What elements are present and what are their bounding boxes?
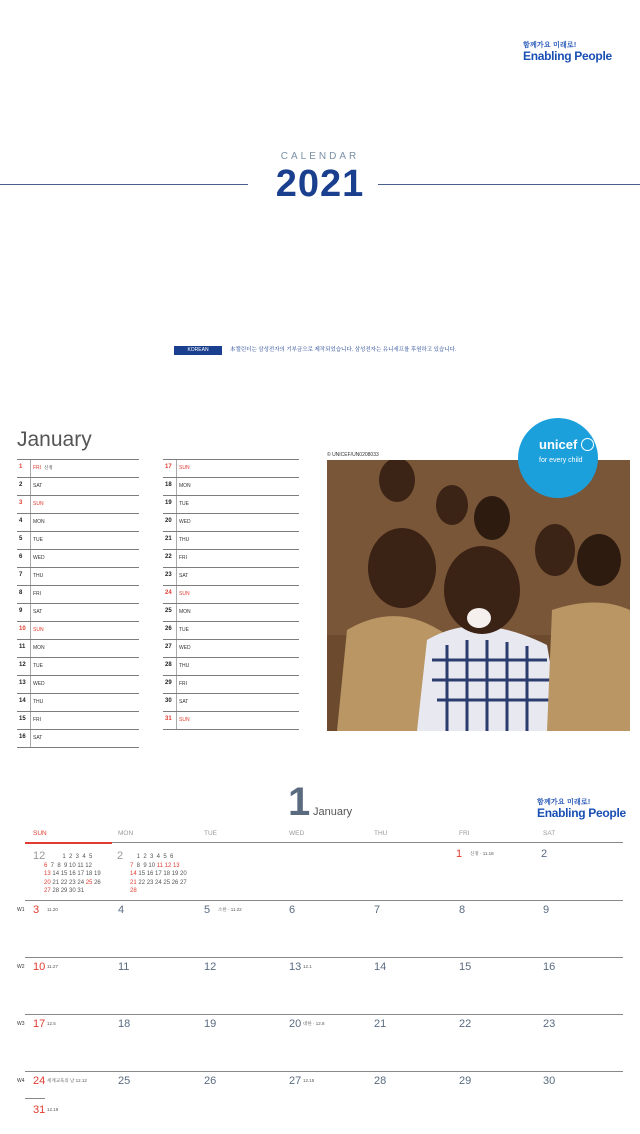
weekday-label: WED [33,555,45,561]
row-divider [176,532,177,549]
day-list-row [17,459,139,477]
list-end-rule [17,747,139,748]
weekday-label: SUN [179,717,190,723]
day-cell: 29 [459,1075,472,1087]
unicef-globe-icon [581,438,594,451]
brand-name-small: Enabling People [537,806,626,820]
day-list-row [163,675,299,693]
week-label: W4 [17,1078,25,1084]
day-note: 12.15 [303,1078,315,1083]
day-number: 20 [165,518,172,524]
day-cell: 6 [289,904,296,916]
day-number: 31 [165,716,172,722]
list-end-rule [163,729,299,730]
day-list-right [163,459,299,730]
mini-calendar-dec: 1 2 3 4 5 6 7 8 9 10 11 12 13 14 15 16 17 18 19 20 21 22 23 24 25 26 27 28 29 30 31 [44,854,101,894]
day-list-row [163,585,299,603]
week-line [25,957,623,958]
day-list-row [17,585,139,603]
day-cell: 24 [33,1075,46,1087]
korean-badge: KOREAN [174,346,222,355]
day-1-note: 신정 · 11.18 [470,851,494,856]
brand-tagline-small: 함께가요 미래로! [537,799,591,806]
day-cell: 28 [374,1075,387,1087]
day-number: 29 [165,680,172,686]
day-number: 8 [19,590,23,596]
weekday-label: SUN [179,591,190,597]
weekday-label: SAT [33,609,43,615]
row-divider [30,658,31,675]
week-line [25,900,623,901]
photo-credit: © UNICEF/UN0208033 [327,452,379,458]
row-divider [176,496,177,513]
day-cell: 5 [204,904,211,916]
day-cell: 25 [118,1075,131,1087]
sunday-underline [25,842,112,844]
month-title: January [17,428,92,451]
weekday-label: MON [179,483,191,489]
day-list-row [17,639,139,657]
unicef-badge [518,418,598,498]
weekday-label: SAT [179,573,189,579]
enabling-people-logo [523,40,612,63]
day-note: 12.1 [303,964,312,969]
row-divider [30,550,31,567]
day-list-row [17,711,139,729]
day-list-row [163,459,299,477]
header-line [25,842,623,843]
weekday-label: MON [179,609,191,615]
row-divider [176,622,177,639]
row-divider [30,514,31,531]
month-number: 1 [288,780,311,824]
day-cell: 14 [374,961,387,973]
month-name: January [313,806,353,818]
day-list-row [163,477,299,495]
day-list-row [163,567,299,585]
weekday-label: SAT [33,735,43,741]
day-number: 19 [165,500,172,506]
day-number: 18 [165,482,172,488]
day-list-row [17,495,139,513]
day-note: 세계교육의 날 12.12 [47,1078,87,1083]
row-divider [30,622,31,639]
day-note: 대한 · 12.8 [303,1021,325,1026]
weekday-header: THU [374,830,388,837]
day-cell: 31 [33,1104,46,1116]
day-cell: 4 [118,904,125,916]
row-divider [30,532,31,549]
brand-tagline: 함께가요 미래로! [523,42,577,49]
weekday-label: SUN [179,465,190,471]
day-note: 소한 · 11.22 [218,907,242,912]
day-list-row [163,513,299,531]
row-divider [176,640,177,657]
weekday-label: WED [179,645,191,651]
weekday-label: SAT [33,483,43,489]
weekday-label: WED [33,681,45,687]
row-divider [176,478,177,495]
last-week-line [25,1098,45,1099]
day-cell: 19 [204,1018,217,1030]
day-list-row [17,603,139,621]
row-divider [30,694,31,711]
weekday-label: THU [179,663,190,669]
enabling-people-logo-small [537,797,626,820]
title-rule-left [0,184,248,185]
day-number: 14 [19,698,26,704]
day-cell: 13 [289,961,302,973]
weekday-label: MON [33,519,45,525]
row-divider [30,640,31,657]
day-cell: 3 [33,904,40,916]
day-number: 9 [19,608,23,614]
weekday-label: MON [33,645,45,651]
day-number: 23 [165,572,172,578]
day-number: 22 [165,554,172,560]
weekday-label: TUE [33,663,43,669]
calendar-label: CALENDAR [280,151,360,162]
day-list-left [17,459,139,748]
day-note: 12.19 [47,1107,59,1112]
row-divider [176,568,177,585]
day-list-row [17,657,139,675]
week-line [25,1071,623,1072]
prev-month-label: 12 [33,850,46,862]
day-list-row [17,531,139,549]
day-note: 12.5 [47,1021,56,1026]
day-number: 21 [165,536,172,542]
children-photo [327,460,630,731]
day-list-row [163,495,299,513]
donation-notice: 本캘린더는 삼성전자의 기부금으로 제작되었습니다. 삼성전자는 유니세프를 후원하고 있습니다. [230,347,457,353]
day-number: 16 [19,734,26,740]
day-cell: 11 [118,961,130,973]
day-number: 13 [19,680,26,686]
day-list-row [17,567,139,585]
unicef-logo-text: unicef [539,437,578,452]
day-number: 6 [19,554,23,560]
weekday-label: TUE [33,537,43,543]
day-cell: 21 [374,1018,387,1030]
day-cell: 7 [374,904,381,916]
day-list-row [17,549,139,567]
weekday-header: MON [118,830,134,837]
day-cell: 30 [543,1075,556,1087]
day-number: 27 [165,644,172,650]
day-number: 3 [19,500,23,506]
row-divider [30,586,31,603]
day-note: 11.27 [47,964,58,969]
weekday-header: FRI [459,830,470,837]
day-list-row [163,603,299,621]
weekday-label: FRI [33,591,42,597]
day-number: 26 [165,626,172,632]
day-list-row [17,477,139,495]
weekday-header: SAT [543,830,556,837]
row-divider [30,604,31,621]
weekday-label: SAT [179,699,189,705]
day-number: 7 [19,572,23,578]
day-list-row [163,531,299,549]
weekday-label: THU [33,699,44,705]
brand-name: Enabling People [523,49,612,63]
row-divider [176,586,177,603]
weekday-label: FRI [179,555,188,561]
day-cell: 15 [459,961,472,973]
day-1: 1 [456,848,463,860]
row-divider [176,694,177,711]
day-number: 15 [19,716,26,722]
day-cell: 9 [543,904,550,916]
row-divider [176,676,177,693]
week-label: W2 [17,964,25,970]
weekday-label: FRI [33,717,42,723]
row-divider [176,550,177,567]
day-list-row [17,729,139,747]
day-number: 25 [165,608,172,614]
day-number: 24 [165,590,172,596]
week-label: W3 [17,1021,25,1027]
row-divider [176,658,177,675]
day-cell: 18 [118,1018,131,1030]
weekday-label: WED [179,519,191,525]
mini-calendar-feb: 1 2 3 4 5 6 7 8 9 10 11 12 13 14 15 16 17 18 19 20 21 22 23 24 25 26 27 28 [130,854,187,894]
weekday-header: WED [289,830,305,837]
row-divider [30,496,31,513]
day-list-row [17,675,139,693]
weekday-label: SUN [33,501,44,507]
day-number: 12 [19,662,26,668]
day-cell: 12 [204,961,217,973]
day-list-row [163,711,299,729]
weekday-header: SUN [33,830,47,837]
day-list-row [163,621,299,639]
week-label: W1 [17,907,25,913]
day-list-row [17,513,139,531]
day-2: 2 [541,848,548,860]
weekday-header: TUE [204,830,217,837]
week-line [25,1014,623,1015]
day-number: 2 [19,482,23,488]
day-cell: 22 [459,1018,472,1030]
day-list-row [17,693,139,711]
day-number: 4 [19,518,23,524]
day-number: 5 [19,536,23,542]
row-divider [176,514,177,531]
row-divider [30,568,31,585]
weekday-label: TUE [179,501,189,507]
day-cell: 26 [204,1075,217,1087]
day-number: 1 [19,464,23,470]
row-divider [176,460,177,477]
holiday-note: 신정 [44,465,53,470]
day-cell: 20 [289,1018,302,1030]
row-divider [30,478,31,495]
day-cell: 10 [33,961,46,973]
weekday-label: SUN [33,627,44,633]
row-divider [30,460,31,477]
weekday-label: FRI [179,681,188,687]
next-month-label: 2 [117,850,124,862]
row-divider [176,712,177,729]
day-cell: 27 [289,1075,302,1087]
row-divider [30,676,31,693]
day-number: 28 [165,662,172,668]
day-number: 17 [165,464,172,470]
day-list-row [163,639,299,657]
day-number: 11 [19,644,26,650]
weekday-label: THU [33,573,44,579]
day-number: 30 [165,698,172,704]
day-list-row [163,693,299,711]
day-list-row [163,549,299,567]
title-rule-right [378,184,640,185]
row-divider [30,730,31,747]
weekday-label: FRI [33,465,42,471]
day-cell: 17 [33,1018,46,1030]
year-title: 2021 [275,163,365,205]
row-divider [30,712,31,729]
weekday-label: TUE [179,627,189,633]
day-list-row [163,657,299,675]
day-cell: 23 [543,1018,556,1030]
row-divider [176,604,177,621]
day-list-row [17,621,139,639]
day-number: 10 [19,626,26,632]
day-cell: 8 [459,904,466,916]
unicef-slogan: for every child [539,457,583,464]
day-note: 11.20 [47,907,58,912]
day-cell: 16 [543,961,556,973]
weekday-label: THU [179,537,190,543]
